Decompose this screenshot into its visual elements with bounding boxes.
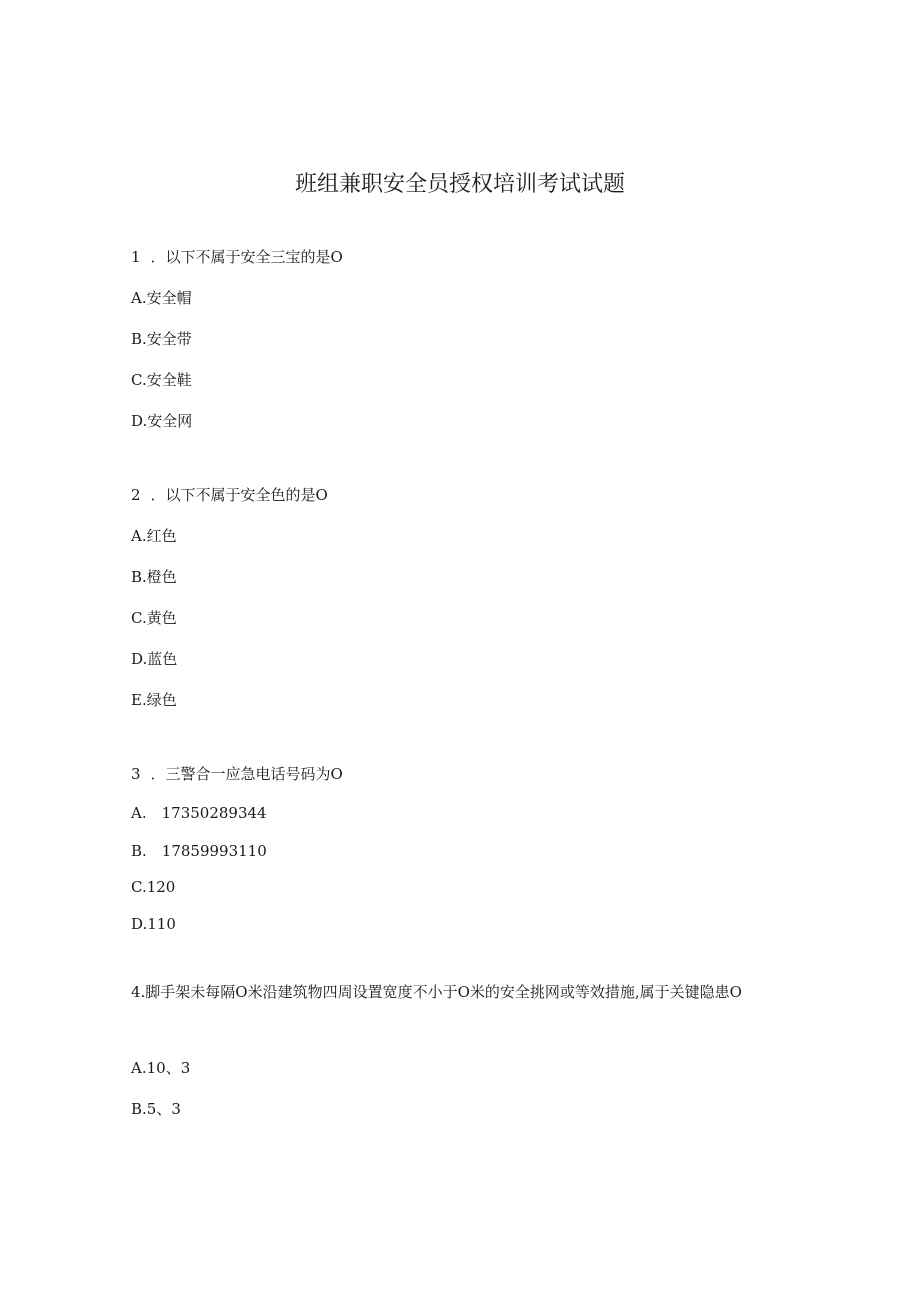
page-title: 班组兼职安全员授权培训考试试题 (294, 172, 625, 197)
question-4: 4.脚手架未每隔O米沿建筑物四周设置宽度不小于O米的安全挑网或等效措施,属于关键隐患O (131, 983, 742, 1001)
question-stem: ．三警合一应急电话号码为O (150, 765, 343, 783)
option-1c: C.安全鞋 (131, 371, 192, 389)
option-2a: A.红色 (131, 527, 177, 545)
question-stem: ．以下不属于安全三宝的是O (150, 248, 343, 266)
option-3b: B. 17859993110 (131, 842, 267, 860)
option-2c: C.黄色 (131, 609, 177, 627)
question-1 (131, 247, 343, 267)
question-number: 1 (131, 248, 141, 266)
question-number: 3 (131, 765, 141, 783)
question-2 (131, 485, 328, 505)
question-stem: ．以下不属于安全色的是O (150, 486, 328, 504)
question-number: 2 (131, 486, 141, 504)
option-3c: C.120 (131, 878, 176, 896)
option-3a: A. 17350289344 (131, 804, 267, 822)
question-3 (131, 764, 343, 784)
option-2e: E.绿色 (131, 691, 177, 709)
option-1b: B.安全带 (131, 330, 192, 348)
option-4b: B.5、3 (131, 1100, 181, 1118)
option-3d: D.110 (131, 915, 176, 933)
option-2b: B.橙色 (131, 568, 177, 586)
option-2d: D.蓝色 (131, 650, 178, 668)
option-1a: A.安全帽 (131, 289, 192, 307)
option-1d: D.安全网 (131, 412, 193, 430)
option-4a: A.10、3 (131, 1059, 191, 1077)
